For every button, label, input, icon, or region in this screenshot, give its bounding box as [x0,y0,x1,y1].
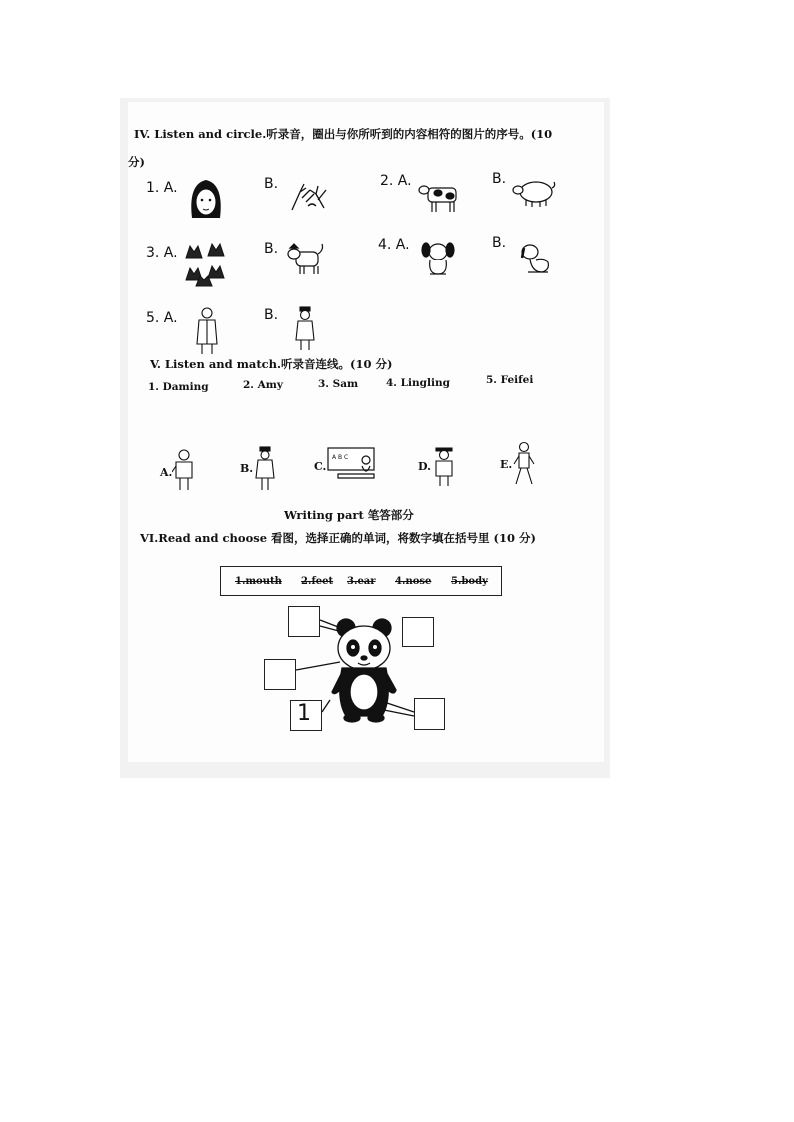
item-3-b-label: B. [264,241,279,257]
name-lingling: 4. Lingling [386,377,450,389]
word-feet: 2.feet [301,576,334,587]
answer-box-feet[interactable] [414,698,445,730]
item-4-label: 4. A. [378,237,410,253]
pig-icon[interactable] [510,176,558,210]
word-ear: 3.ear [347,576,376,587]
word-nose: 4.nose [395,576,432,587]
clapping-hands-icon[interactable] [286,180,330,214]
item-3-label: 3. A. [146,245,178,261]
option-a: A. [160,466,173,479]
answer-box-ear[interactable] [288,606,320,637]
word-body: 5.body [451,576,488,587]
item-5-label: 5. A. [146,310,178,326]
item-4-b-label: B. [492,235,507,251]
item-1-b-label: B. [264,176,279,192]
option-b: B. [240,462,254,475]
section4-title-cont: 分) [128,155,145,169]
answer-box-mouth[interactable] [264,659,296,690]
word-mouth: 1.mouth [235,576,282,587]
item-1-label: 1. A. [146,180,178,196]
writing-part-title: Writing part 笔答部分 [284,508,414,522]
answer-box-body[interactable] [290,700,322,731]
nurse-girl-icon[interactable] [254,446,276,492]
nurse-icon[interactable] [292,306,318,352]
name-sam: 3. Sam [318,378,359,390]
section4-title: IV. Listen and circle.听录音，圈出与你所听到的内容相符的图片的序号。(10 [134,127,553,141]
puppy-icon[interactable] [518,242,554,278]
section5-title: V. Listen and match.听录音连线。(10 分) [150,357,393,371]
name-daming: 1. Daming [148,381,209,393]
option-c: C. [314,460,327,473]
cow-icon[interactable] [418,178,462,214]
board-text: A B C [332,454,349,461]
name-amy: 2. Amy [243,379,283,391]
word-bank [220,566,502,596]
boy-walking-icon[interactable] [512,440,536,488]
section6-title: VI.Read and choose 看图，选择正确的单词，将数字填在括号里 (10 分) [140,531,536,545]
answer-text: 1 [297,701,311,726]
answer-box-nose[interactable] [402,617,434,647]
policeman-icon[interactable] [432,444,456,488]
boy-eating-icon[interactable] [172,448,196,492]
option-d: D. [418,460,431,473]
name-feifei: 5. Feifei [486,374,534,386]
teacher-blackboard-icon[interactable] [326,446,378,482]
doctor-icon[interactable] [194,306,220,356]
item-2-b-label: B. [492,171,507,187]
item-5-b-label: B. [264,307,279,323]
cats-group-icon[interactable] [182,240,232,288]
woman-face-icon[interactable] [186,174,226,224]
dog-sitting-icon[interactable] [420,238,456,278]
option-e: E. [500,458,513,471]
item-2-label: 2. A. [380,173,412,189]
cat-icon[interactable] [286,242,326,278]
